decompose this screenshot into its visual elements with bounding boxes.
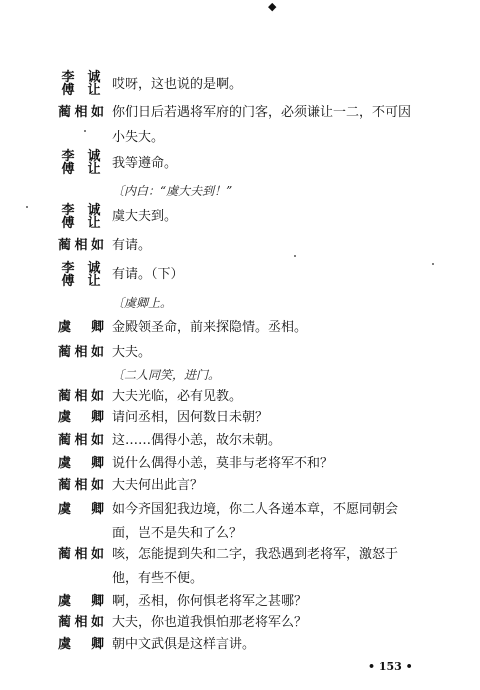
dialogue-line: 他，有些不便。 [112, 571, 204, 586]
dialogue-line: 朝中文武俱是这样言讲。 [112, 637, 256, 652]
speaker-li-fu [58, 204, 104, 230]
dialogue-line: 我等遵命。 [112, 156, 178, 171]
speaker-li-fu [58, 150, 104, 176]
speaker-lin: 蔺相如 [58, 105, 104, 120]
speaker-yu: 虞 卿 [58, 456, 104, 471]
speaker-lin: 蔺相如 [58, 615, 104, 630]
speaker-char: 李 [61, 149, 75, 164]
speaker-char: 让 [87, 274, 101, 289]
stage-direction: 〔内白：“虞大夫到！” [112, 184, 233, 198]
speaker-yu: 虞 卿 [58, 410, 104, 425]
speaker-yu: 虞 卿 [58, 320, 104, 335]
speaker-lin: 蔺相如 [58, 433, 104, 448]
dialogue-line: 咳，怎能提到失和二字，我恐遇到老将军，激怒于 [112, 547, 399, 562]
dialogue-line: 说什么偶得小恙，莫非与老将军不和？ [112, 456, 334, 471]
speaker-lin: 蔺相如 [58, 478, 104, 493]
scan-speck [294, 255, 296, 257]
dialogue-line: 小失大。 [112, 130, 165, 145]
dialogue-line: 金殿领圣命，前来探隐情。丞相。 [112, 320, 308, 335]
speaker-li-fu [58, 71, 104, 97]
speaker-char: 傅 [61, 274, 75, 289]
speaker-char: 李 [61, 203, 75, 218]
dialogue-line: 哎呀，这也说的是啊。 [112, 77, 243, 92]
speaker-lin: 蔺相如 [58, 547, 104, 562]
speaker-yu: 虞 卿 [58, 637, 104, 652]
speaker-char: 诚 [87, 261, 101, 276]
dialogue-line: 有请。（下） [112, 267, 184, 282]
speaker-char: 李 [61, 70, 75, 85]
speaker-lin: 蔺相如 [58, 238, 104, 253]
dialogue-line: 这……偶得小恙，故尔未朝。 [112, 433, 282, 448]
stage-direction: 〔二人同笑，进门。 [112, 368, 221, 382]
dialogue-line: 大夫光临，必有见教。 [112, 389, 243, 404]
speaker-char: 诚 [87, 70, 101, 85]
speaker-char: 让 [87, 216, 101, 231]
dialogue-line: 大夫，你也道我惧怕那老将军么？ [112, 615, 308, 630]
dialogue-line: 大夫何出此言？ [112, 478, 204, 493]
speaker-char: 李 [61, 261, 75, 276]
scan-speck [432, 263, 434, 265]
dialogue-line: 有请。 [112, 238, 152, 253]
dialogue-line: 面，岂不是失和了么？ [112, 526, 243, 541]
top-mark: ◆ [268, 0, 277, 13]
speaker-char: 诚 [87, 203, 101, 218]
speaker-yu: 虞 卿 [58, 502, 104, 517]
speaker-char: 傅 [61, 216, 75, 231]
page-number: • 153 • [368, 660, 413, 673]
dialogue-line: 啊，丞相，你何惧老将军之甚哪？ [112, 594, 308, 609]
dialogue-line: 虞大夫到。 [112, 209, 178, 224]
dialogue-line: 如今齐国犯我边境，你二人各递本章，不愿同朝会 [112, 502, 399, 517]
speaker-char: 傅 [61, 83, 75, 98]
stage-direction: 〔虞卿上。 [112, 296, 173, 310]
speaker-lin: 蔺相如 [58, 345, 104, 360]
speaker-yu: 虞 卿 [58, 594, 104, 609]
speaker-char: 傅 [61, 162, 75, 177]
speaker-char: 让 [87, 162, 101, 177]
speaker-lin: 蔺相如 [58, 389, 104, 404]
dialogue-line: 大夫。 [112, 345, 152, 360]
scan-speck [26, 206, 28, 208]
speaker-li-fu [58, 262, 104, 288]
speaker-char: 让 [87, 83, 101, 98]
speaker-char: 诚 [87, 149, 101, 164]
dialogue-line: 请问丞相，因何数日未朝？ [112, 410, 269, 425]
dialogue-line: 你们日后若遇将军府的门客，必须谦让一二，不可因 [112, 105, 412, 120]
scan-speck [84, 130, 86, 132]
